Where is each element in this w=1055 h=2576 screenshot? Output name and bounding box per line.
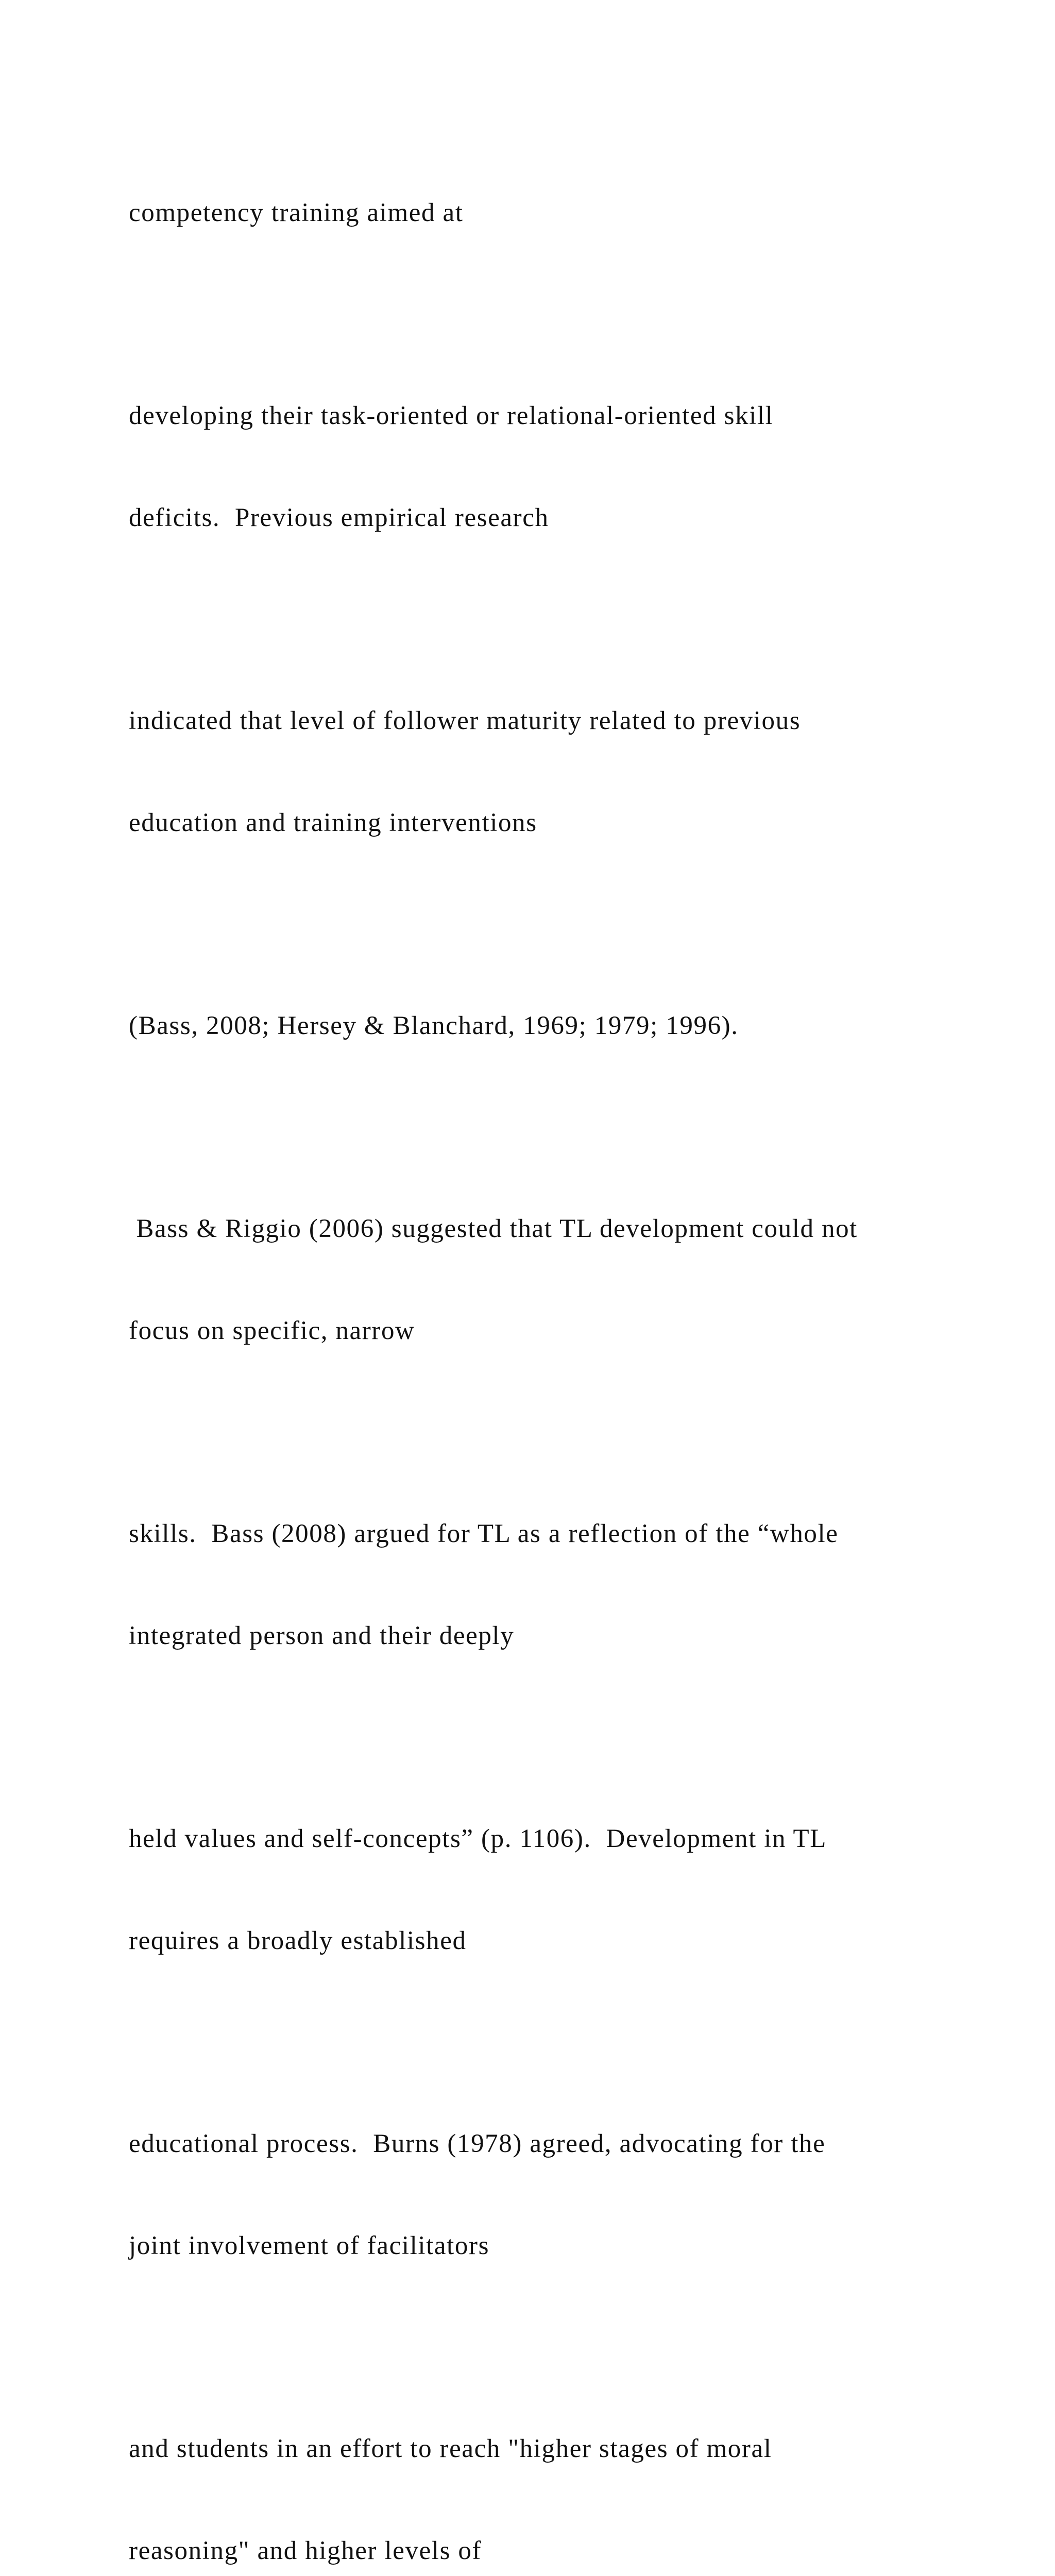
paragraph-5 (129, 1144, 1005, 1416)
text-line: focus on specific, narrow (129, 1316, 415, 1345)
text-line: reasoning" and higher levels of (129, 2536, 482, 2565)
paragraph-2 (129, 331, 1005, 603)
paragraph-6 (129, 1449, 1005, 1721)
text-line: deficits. Previous empirical research (129, 503, 549, 532)
text-line: educational process. Burns (1978) agreed, advocating for the (129, 2129, 826, 2158)
paragraph-7 (129, 1754, 1005, 2026)
paragraph-1 (129, 128, 1005, 298)
document-body (129, 128, 1005, 2576)
text-line: indicated that level of follower maturity related to previous (129, 706, 801, 735)
paragraph-8 (129, 2059, 1005, 2331)
text-line: skills. Bass (2008) argued for TL as a reflection of the “whole (129, 1519, 839, 1548)
text-line: held values and self-concepts” (p. 1106). Development in TL (129, 1824, 827, 1853)
text-line: integrated person and their deeply (129, 1621, 515, 1650)
text-line: joint involvement of facilitators (129, 2231, 490, 2260)
text-line: requires a broadly established (129, 1926, 467, 1955)
text-line: competency training aimed at (129, 198, 464, 227)
text-line: and students in an effort to reach "higher stages of moral (129, 2434, 772, 2463)
paragraph-3 (129, 636, 1005, 908)
paragraph-9 (129, 2364, 1005, 2576)
text-line: (Bass, 2008; Hersey & Blanchard, 1969; 1979; 1996). (129, 1011, 739, 1040)
text-line: education and training interventions (129, 808, 537, 837)
text-line: Bass & Riggio (2006) suggested that TL development could not (129, 1214, 858, 1243)
paragraph-4 (129, 941, 1005, 1111)
text-line: developing their task-oriented or relational-oriented skill (129, 401, 774, 430)
